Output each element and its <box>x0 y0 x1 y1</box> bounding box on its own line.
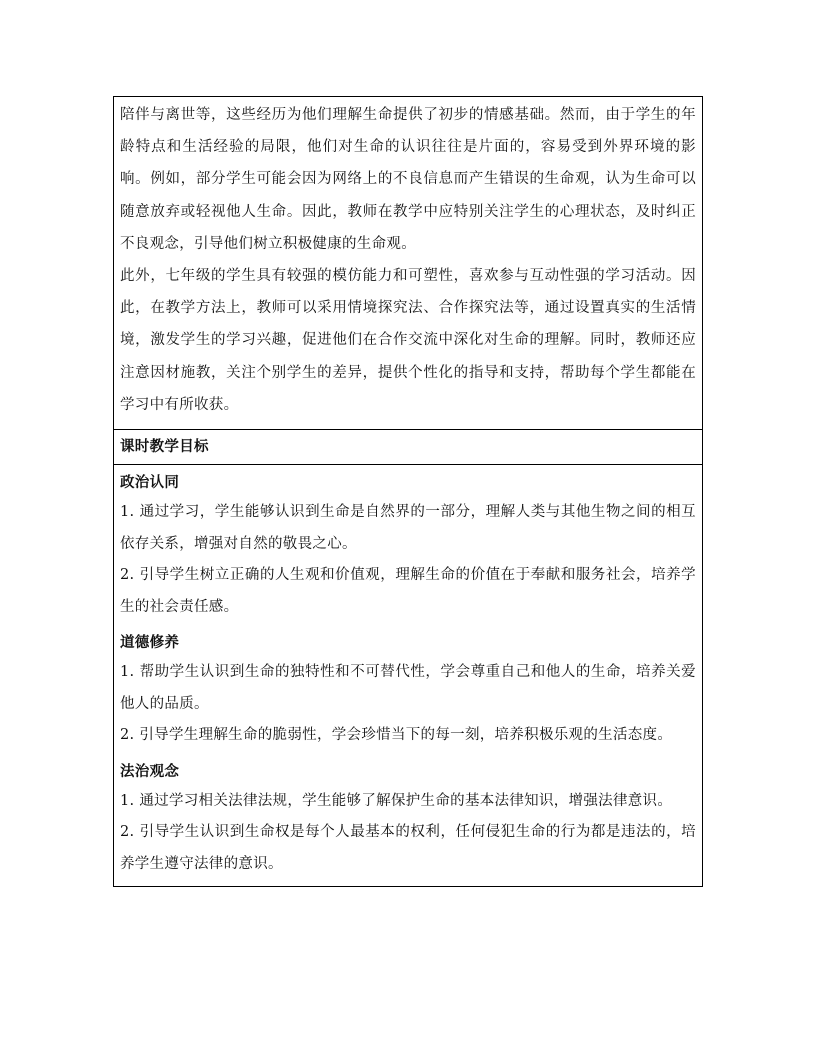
analysis-paragraph: 此外，七年级的学生具有较强的模仿能力和可塑性，喜欢参与互动性强的学习活动。因此，在教学方法上，教师可以采用情境探究法、合作探究法等，通过设置真实的生活情境，激发学生的学习兴趣，促进他们在合作交流中深化对生命的理解。同时，教师还应注意因材施教，关注个别学生的差异，提供个性化的指导和支持，帮助每个学生都能在学习中有所收获。 <box>120 268 696 413</box>
objective-item: 1. 通过学习相关法律法规，学生能够了解保护生命的基本法律知识，增强法律意识。 <box>120 792 673 809</box>
objective-item: 1. 帮助学生认识到生命的独特性和不可替代性，学会尊重自己和他人的生命，培养关爱他人的品质。 <box>120 664 696 712</box>
objectives-content-cell <box>114 469 702 886</box>
analysis-paragraph: 陪伴与离世等，这些经历为他们理解生命提供了初步的情感基础。然而，由于学生的年龄特点和生活经验的局限，他们对生命的认识往往是片面的，容易受到外界环境的影响。例如，部分学生可能会因为网络上的不良信息而产生错误的生命观，认为生命可以随意放弃或轻视他人生命。因此，教师在教学中应特别关注学生的心理状态，及时纠正不良观念，引导他们树立积极健康的生命观。 <box>120 107 696 252</box>
objective-item: 2. 引导学生理解生命的脆弱性，学会珍惜当下的每一刻，培养积极乐观的生活态度。 <box>120 727 673 744</box>
objectives-heading-cell <box>114 430 702 464</box>
objective-item: 2. 引导学生认识到生命权是每个人最基本的权利，任何侵犯生命的行为都是违法的，培养学生遵守法律的意识。 <box>120 824 696 872</box>
student-analysis-row <box>114 97 702 429</box>
objective-item: 2. 引导学生树立正确的人生观和价值观，理解生命的价值在于奉献和服务社会，培养学生的社会责任感。 <box>120 567 696 615</box>
objective-item: 1. 通过学习，学生能够认识到生命是自然界的一部分，理解人类与其他生物之间的相互依存关系，增强对自然的敬畏之心。 <box>120 504 696 552</box>
section-title-political: 政治认同 <box>120 474 180 492</box>
student-analysis-cell <box>114 97 702 429</box>
section-title-moral: 道德修养 <box>120 634 180 652</box>
objectives-heading-row <box>114 429 702 464</box>
section-title-law: 法治观念 <box>120 762 180 780</box>
objectives-content-row <box>114 464 702 886</box>
objectives-heading: 课时教学目标 <box>120 438 209 456</box>
lesson-plan-table <box>113 96 703 887</box>
